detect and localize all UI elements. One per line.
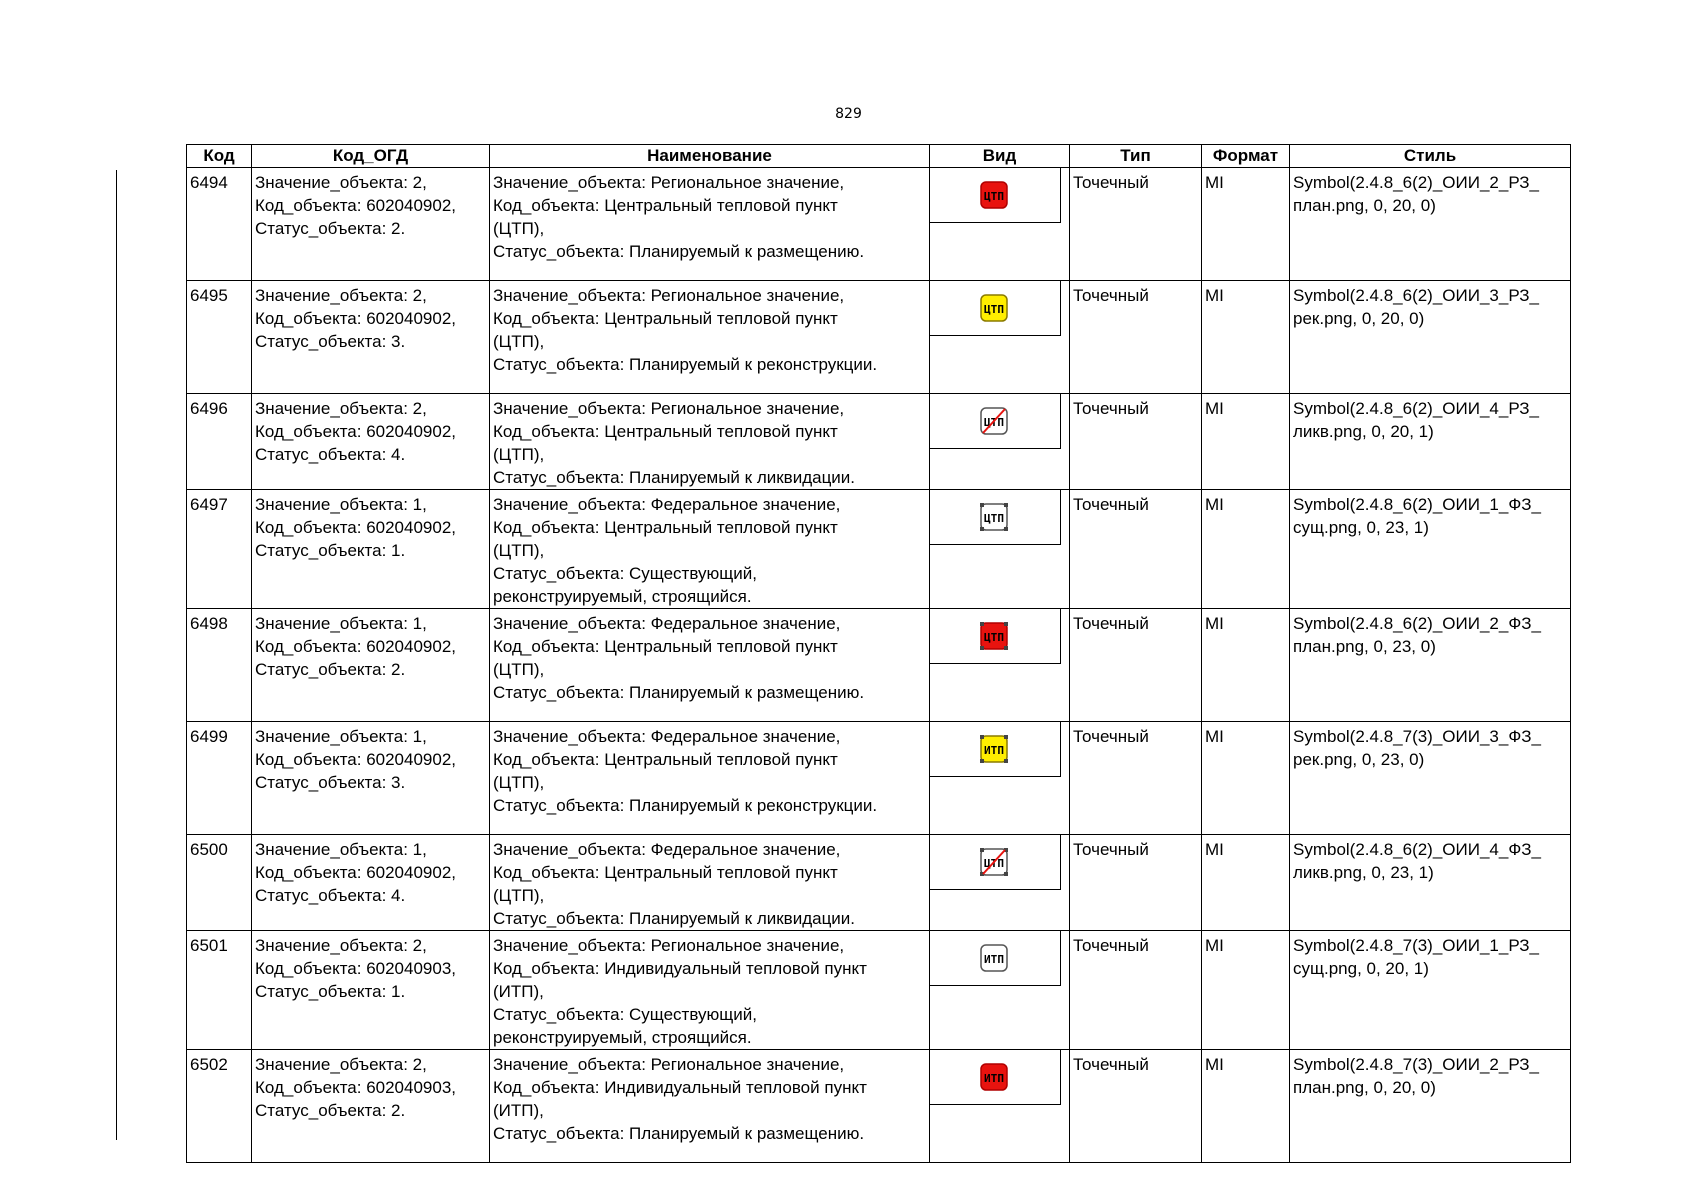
cell-code: 6497 [187,490,252,609]
ogd-line: Код_объекта: 602040902, [255,750,457,769]
symbol-corner-mark [980,848,984,852]
name-line: Значение_объекта: Федеральное значение, [493,727,841,746]
cell-name [490,168,930,281]
cell-name [490,1050,930,1163]
name-line: Значение_объекта: Региональное значение, [493,399,845,418]
name-line: Код_объекта: Центральный тепловой пункт [493,863,838,882]
name-line: Статус_объекта: Существующий, [493,564,757,583]
symbol-frame [930,394,1061,449]
ogd-line: Статус_объекта: 2. [255,1101,406,1120]
symbol-frame [930,835,1061,890]
cell-type: Точечный [1070,281,1202,394]
cell-ogd-code [252,609,490,722]
style-line: сущ.png, 0, 20, 1) [1293,959,1429,978]
cell-style [1290,609,1571,722]
ogd-line: Код_объекта: 602040902, [255,422,457,441]
cell-type: Точечный [1070,168,1202,281]
cell-style [1290,490,1571,609]
name-line: реконструируемый, строящийся. [493,1028,752,1047]
col-header-name: Наименование [490,145,930,168]
heat-point-symbol-icon [978,733,1010,765]
cell-ogd-code [252,835,490,931]
name-line: Значение_объекта: Региональное значение, [493,173,845,192]
cell-style [1290,1050,1571,1163]
style-line: сущ.png, 0, 23, 1) [1293,518,1429,537]
cell-format: MI [1202,490,1290,609]
table-row [187,722,1571,835]
cell-style [1290,168,1571,281]
cell-ogd-code [252,722,490,835]
symbol-corner-mark [1004,646,1008,650]
symbol-label: ЦТП [984,190,1004,203]
cell-ogd-code [252,1050,490,1163]
style-line: Symbol(2.4.8_6(2)_ОИИ_1_ФЗ_ [1293,495,1541,514]
symbol-label: ИТП [984,1072,1004,1085]
table-row [187,609,1571,722]
style-line: Symbol(2.4.8_6(2)_ОИИ_3_РЗ_ [1293,286,1540,305]
cell-view [930,931,1070,1050]
cell-ogd-code [252,490,490,609]
name-line: Значение_объекта: Федеральное значение, [493,495,841,514]
style-line: Symbol(2.4.8_7(3)_ОИИ_3_ФЗ_ [1293,727,1541,746]
name-line: Код_объекта: Центральный тепловой пункт [493,518,838,537]
style-line: Symbol(2.4.8_7(3)_ОИИ_1_РЗ_ [1293,936,1540,955]
name-line: Значение_объекта: Региональное значение, [493,286,845,305]
cell-name [490,722,930,835]
name-line: Статус_объекта: Планируемый к реконструкции. [493,355,878,374]
heat-point-symbol-icon [978,846,1010,878]
cell-format: MI [1202,394,1290,490]
col-header-format: Формат [1202,145,1290,168]
col-header-style: Стиль [1290,145,1571,168]
cell-type: Точечный [1070,490,1202,609]
cell-code: 6495 [187,281,252,394]
style-line: Symbol(2.4.8_6(2)_ОИИ_4_ФЗ_ [1293,840,1541,859]
cell-code: 6498 [187,609,252,722]
symbol-label: ЦТП [984,631,1004,644]
cell-name [490,490,930,609]
style-line: рек.png, 0, 23, 0) [1293,750,1425,769]
name-line: Код_объекта: Индивидуальный тепловой пункт [493,1078,867,1097]
name-line: Код_объекта: Центральный тепловой пункт [493,637,838,656]
name-line: Значение_объекта: Федеральное значение, [493,614,841,633]
cell-style [1290,931,1571,1050]
ogd-line: Значение_объекта: 1, [255,840,427,859]
cell-code: 6496 [187,394,252,490]
symbol-frame [930,931,1061,986]
symbol-corner-mark [1004,622,1008,626]
name-line: Значение_объекта: Федеральное значение, [493,840,841,859]
symbol-corner-mark [1004,872,1008,876]
style-line: ликв.png, 0, 20, 1) [1293,422,1434,441]
cell-view [930,168,1070,281]
symbol-corner-mark [980,527,984,531]
name-line: Код_объекта: Индивидуальный тепловой пункт [493,959,867,978]
margin-line [116,170,117,1140]
cell-type: Точечный [1070,609,1202,722]
heat-point-symbol-icon [978,292,1010,324]
name-line: Статус_объекта: Планируемый к ликвидации. [493,468,856,487]
table-body [187,168,1571,1163]
name-line: Статус_объекта: Планируемый к размещению. [493,242,865,261]
cell-view [930,722,1070,835]
cell-format: MI [1202,835,1290,931]
cell-name [490,281,930,394]
name-line: (ЦТП), [493,332,545,351]
cell-view [930,835,1070,931]
ogd-line: Код_объекта: 602040902, [255,518,457,537]
symbol-label: ЦТП [984,857,1004,870]
name-line: (ЦТП), [493,886,545,905]
table-row [187,168,1571,281]
ogd-line: Значение_объекта: 2, [255,286,427,305]
name-line: (ЦТП), [493,773,545,792]
ogd-line: Значение_объекта: 2, [255,399,427,418]
name-line: Код_объекта: Центральный тепловой пункт [493,422,838,441]
name-line: (ИТП), [493,1101,544,1120]
style-line: план.png, 0, 23, 0) [1293,637,1436,656]
name-line: Статус_объекта: Планируемый к реконструкции. [493,796,878,815]
symbol-frame [930,281,1061,336]
cell-name [490,931,930,1050]
name-line: (ЦТП), [493,541,545,560]
style-line: Symbol(2.4.8_6(2)_ОИИ_4_РЗ_ [1293,399,1540,418]
cell-format: MI [1202,281,1290,394]
header-row [187,145,1571,168]
name-line: (ЦТП), [493,219,545,238]
table-row [187,394,1571,490]
ogd-line: Статус_объекта: 3. [255,332,406,351]
col-header-ogd-code: Код_ОГД [252,145,490,168]
symbol-frame [930,722,1061,777]
heat-point-symbol-icon [978,179,1010,211]
cell-format: MI [1202,168,1290,281]
symbol-corner-mark [980,503,984,507]
style-line: Symbol(2.4.8_7(3)_ОИИ_2_РЗ_ [1293,1055,1540,1074]
ogd-line: Значение_объекта: 1, [255,495,427,514]
heat-point-symbol-icon [978,1061,1010,1093]
table-row [187,1050,1571,1163]
name-line: Код_объекта: Центральный тепловой пункт [493,750,838,769]
name-line: Статус_объекта: Планируемый к размещению. [493,1124,865,1143]
ogd-line: Статус_объекта: 4. [255,886,406,905]
cell-code: 6500 [187,835,252,931]
cell-view [930,281,1070,394]
cell-format: MI [1202,931,1290,1050]
heat-point-symbol-icon [978,405,1010,437]
ogd-line: Значение_объекта: 1, [255,614,427,633]
cell-type: Точечный [1070,722,1202,835]
cell-view [930,490,1070,609]
symbol-corner-mark [980,622,984,626]
table-row [187,931,1571,1050]
ogd-line: Код_объекта: 602040902, [255,863,457,882]
symbol-corner-mark [980,646,984,650]
ogd-line: Код_объекта: 602040902, [255,196,457,215]
symbol-corner-mark [1004,759,1008,763]
ogd-line: Код_объекта: 602040903, [255,959,457,978]
cell-name [490,609,930,722]
name-line: Значение_объекта: Региональное значение, [493,936,845,955]
name-line: Статус_объекта: Планируемый к ликвидации. [493,909,856,928]
symbol-corner-mark [980,759,984,763]
heat-point-symbol-icon [978,942,1010,974]
name-line: Код_объекта: Центральный тепловой пункт [493,196,838,215]
cell-ogd-code [252,394,490,490]
ogd-line: Значение_объекта: 2, [255,1055,427,1074]
style-line: Symbol(2.4.8_6(2)_ОИИ_2_ФЗ_ [1293,614,1541,633]
name-line: (ИТП), [493,982,544,1001]
ogd-line: Статус_объекта: 2. [255,219,406,238]
cell-view [930,609,1070,722]
heat-point-symbol-icon [978,501,1010,533]
col-header-type: Тип [1070,145,1202,168]
page-number: 829 [835,106,862,122]
table-row [187,835,1571,931]
symbol-table [186,144,1571,1163]
ogd-line: Статус_объекта: 4. [255,445,406,464]
name-line: (ЦТП), [493,445,545,464]
name-line: Статус_объекта: Существующий, [493,1005,757,1024]
cell-ogd-code [252,931,490,1050]
symbol-frame [930,168,1061,223]
ogd-line: Статус_объекта: 3. [255,773,406,792]
name-line: реконструируемый, строящийся. [493,587,752,606]
cell-style [1290,835,1571,931]
cell-name [490,835,930,931]
cell-code: 6494 [187,168,252,281]
cell-type: Точечный [1070,835,1202,931]
cell-format: MI [1202,722,1290,835]
ogd-line: Значение_объекта: 2, [255,936,427,955]
name-line: Статус_объекта: Планируемый к размещению. [493,683,865,702]
symbol-frame [930,490,1061,545]
name-line: Код_объекта: Центральный тепловой пункт [493,309,838,328]
ogd-line: Код_объекта: 602040903, [255,1078,457,1097]
name-line: (ЦТП), [493,660,545,679]
ogd-line: Код_объекта: 602040902, [255,309,457,328]
cell-style [1290,394,1571,490]
style-line: ликв.png, 0, 23, 1) [1293,863,1434,882]
cell-type: Точечный [1070,931,1202,1050]
symbol-corner-mark [1004,503,1008,507]
cell-format: MI [1202,1050,1290,1163]
cell-type: Точечный [1070,1050,1202,1163]
col-header-code: Код [187,145,252,168]
symbol-label: ИТП [984,953,1004,966]
cell-style [1290,281,1571,394]
style-line: Symbol(2.4.8_6(2)_ОИИ_2_РЗ_ [1293,173,1540,192]
cell-type: Точечный [1070,394,1202,490]
symbol-frame [930,1050,1061,1105]
symbol-label: ЦТП [984,303,1004,316]
heat-point-symbol-icon [978,620,1010,652]
symbol-label: ЦТП [984,416,1004,429]
cell-view [930,1050,1070,1163]
cell-code: 6499 [187,722,252,835]
name-line: Значение_объекта: Региональное значение, [493,1055,845,1074]
style-line: план.png, 0, 20, 0) [1293,1078,1436,1097]
ogd-line: Код_объекта: 602040902, [255,637,457,656]
cell-ogd-code [252,281,490,394]
table-row [187,490,1571,609]
symbol-frame [930,609,1061,664]
ogd-line: Статус_объекта: 1. [255,982,406,1001]
ogd-line: Значение_объекта: 2, [255,173,427,192]
symbol-corner-mark [1004,735,1008,739]
style-line: рек.png, 0, 20, 0) [1293,309,1425,328]
table-row [187,281,1571,394]
style-line: план.png, 0, 20, 0) [1293,196,1436,215]
symbol-corner-mark [1004,527,1008,531]
cell-code: 6502 [187,1050,252,1163]
ogd-line: Статус_объекта: 2. [255,660,406,679]
ogd-line: Значение_объекта: 1, [255,727,427,746]
cell-code: 6501 [187,931,252,1050]
cell-format: MI [1202,609,1290,722]
cell-ogd-code [252,168,490,281]
symbol-label: ЦТП [984,512,1004,525]
cell-name [490,394,930,490]
symbol-corner-mark [980,735,984,739]
cell-view [930,394,1070,490]
cell-style [1290,722,1571,835]
col-header-view: Вид [930,145,1070,168]
ogd-line: Статус_объекта: 1. [255,541,406,560]
symbol-label: ИТП [984,744,1004,757]
